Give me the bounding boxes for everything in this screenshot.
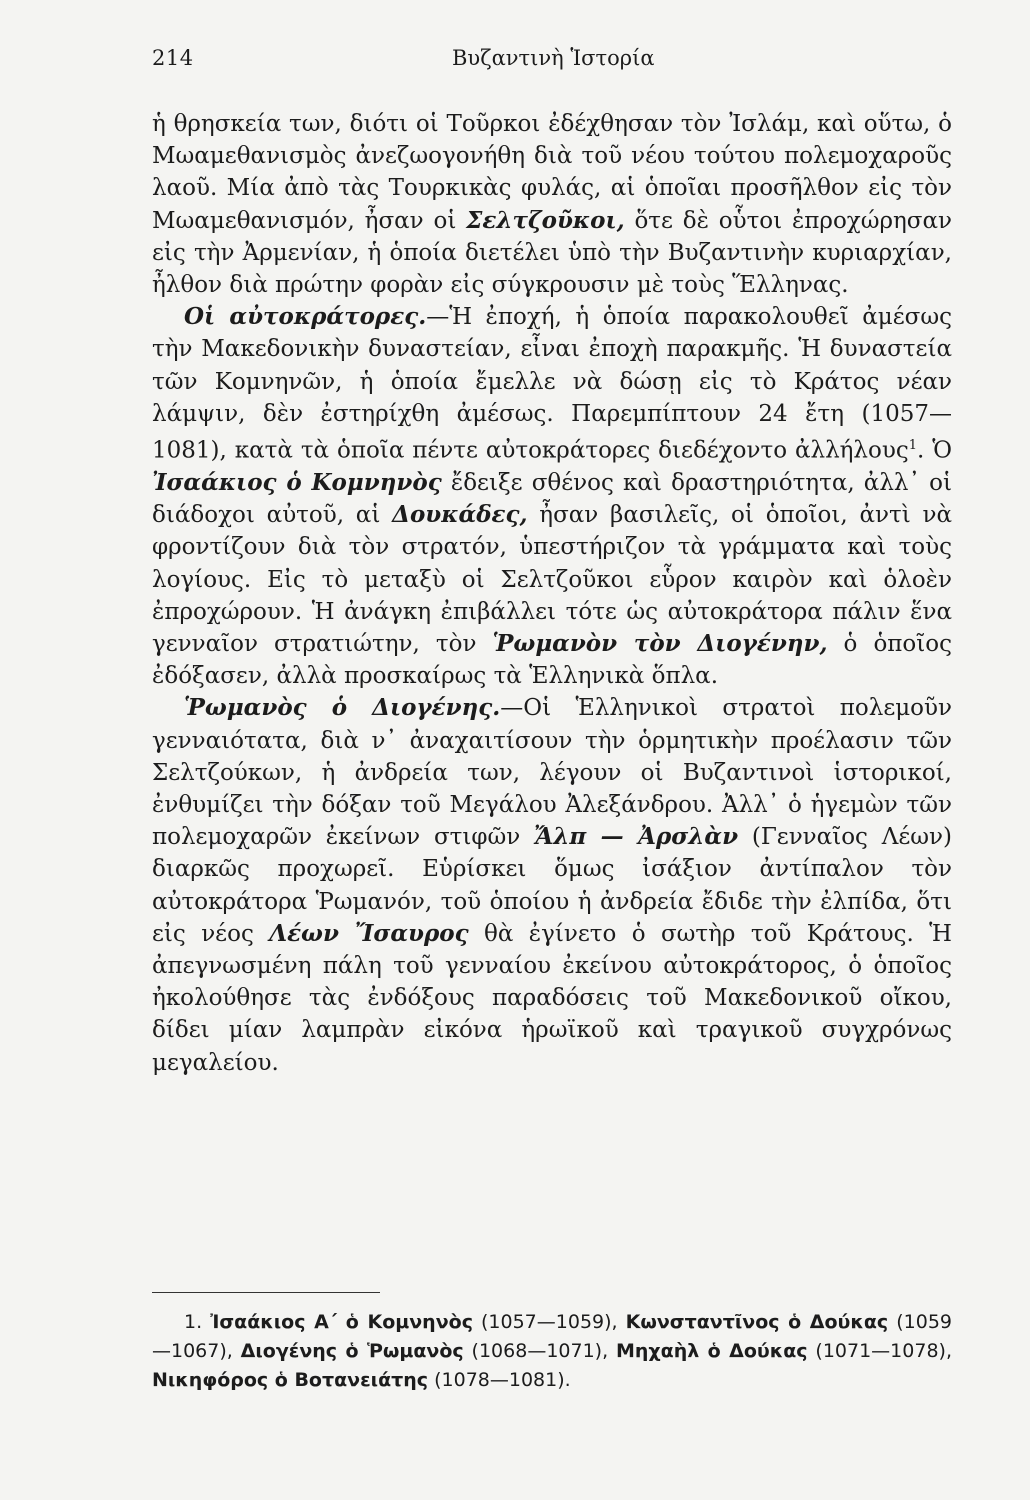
emphasis-alp-arslan: Ἄλπ — Ἀρσλὰν (534, 823, 739, 851)
footnote-dates: (1059—1067), (152, 1311, 953, 1362)
footnote-dates: (1057—1059), (472, 1311, 626, 1333)
footnote-name: Διογένης ὁ Ῥωμανὸς (240, 1340, 464, 1362)
footnote-name: Μηχαὴλ ὁ Δούκας (615, 1340, 808, 1362)
text-run: —Οἱ Ἑλληνικοὶ στρατοὶ πολεμοῦν γενναιότατα, διὰ ν᾽ ἀναχαιτίσουν τὴν ὁρμητικὴν προέλασιν τῶν Σελτζούκων, ἡ ἀνδρεία των, λέγουν οἱ Βυζαντινοὶ ἱστορικοί, ἐνθυμίζει τὴν δόξαν τοῦ Μεγάλου Ἀλεξάνδρου. Ἀλλ᾽ ὁ ἡγεμὼν τῶν πολεμοχαρῶν ἐκείνων στιφῶν (152, 695, 952, 851)
emphasis-isaac-komnenos: Ἰσαάκιος ὁ Κομνηνὸς (152, 468, 442, 496)
body-text (152, 108, 952, 1079)
footnote-name: Κωνσταντῖνος ὁ Δούκας (625, 1311, 889, 1333)
text-run: ὁ ὁποῖος ἐδόξασεν, ἀλλὰ προσκαίρως τὰ Ἑλληνικὰ ὅπλα. (152, 630, 952, 690)
page-number: 214 (152, 46, 194, 70)
footnote-reference: 1 (908, 438, 917, 454)
text-run: (Γενναῖος Λέων) διαρκῶς προχωρεῖ. Εὑρίσκει ὅμως ἰσάξιον ἀντίπαλον τὸν αὐτοκράτορα Ῥωμανόν, τοῦ ὁποίου ἡ ἀνδρεία ἔδιδε τὴν ἐλπίδα, ὅτι εἰς νέος (152, 824, 952, 947)
paragraph-3 (152, 692, 952, 1078)
text-run: ἦσαν βασιλεῖς, οἱ ὁποῖοι, ἀντὶ νὰ φροντίζουν διὰ τὸν στρατόν, ὑπεστήριζον τὰ γράμματα καὶ τοὺς λογίους. Εἰς τὸ μεταξὺ οἱ Σελτζοῦκοι εὗρον καιρὸν καὶ ὁλοὲν ἐπροχώρουν. Ἡ ἀνάγκη ἐπιβάλλει τότε ὡς αὐτοκράτορα πάλιν ἕνα γενναῖον στρατιώτην, τὸν (152, 502, 952, 657)
footnote-dates: (1071—1078), (807, 1340, 952, 1362)
page-header (152, 46, 952, 80)
emphasis-leo-isaurian: Λέων Ἴσαυρος (269, 919, 469, 947)
text-run: . Ὁ (917, 437, 952, 464)
text-run: ὅτε δὲ οὗτοι ἐπροχώρησαν εἰς τὴν Ἀρμενίαν, ἡ ὁποία διετέλει ὑπὸ τὴν Βυζαντινὴν κυριαρχίαν, ἦλθον διὰ πρώτην φορὰν εἰς σύγκρουσιν μὲ τοὺς Ἕλληνας. (152, 207, 952, 299)
text-run: ἡ θρησκεία των, διότι οἱ Τοῦρκοι ἐδέχθησαν τὸν Ἰσλάμ, καὶ οὕτω, ὁ Μωαμεθανισμὸς ἀνεζωογονήθη διὰ τοῦ νέου τούτου πολεμοχαροῦς λαοῦ. Μία ἀπὸ τὰς Τουρκικὰς φυλάς, αἱ ὁποῖαι προσῆλθον εἰς τὸν Μωαμεθανισμόν, ἦσαν οἱ (152, 111, 952, 234)
text-run: ἔδειξε σθένος καὶ δραστηριότητα, ἀλλ᾽ οἱ διάδοχοι αὐτοῦ, αἱ (152, 469, 952, 529)
footnote-name: Νικηφόρος ὁ Βοτανειάτης (152, 1369, 429, 1391)
emphasis-doukas: Δουκάδες, (392, 501, 528, 529)
text-run: —Ἡ ἐποχή, ἡ ὁποία παρακολουθεῖ ἀμέσως τὴν Μακεδονικὴν δυναστείαν, εἶναι ἐποχὴ παρακμῆς. Ἡ δυναστεία τῶν Κομνηνῶν, ἡ ὁποία ἔμελλε νὰ δώσῃ εἰς τὸ Κράτος νέαν λάμψιν, δὲν ἐστηρίχθη ἀμέσως. Παρεμπίπτουν 24 ἔτη (1057—1081), κατὰ τὰ ὁποῖα πέντε αὐτοκράτορες διεδέχοντο ἀλλήλους (152, 304, 952, 464)
footnote (152, 1308, 952, 1395)
footnote-name: Ἰσαάκιος Α΄ ὁ Κομνηνὸς (210, 1311, 473, 1333)
paragraph-1 (152, 108, 952, 301)
footnote-text (152, 1308, 952, 1395)
footnote-divider (152, 1292, 380, 1293)
text-run: θὰ ἐγίνετο ὁ σωτὴρ τοῦ Κράτους. Ἡ ἀπεγνωσμένη πάλη τοῦ γενναίου ἐκείνου αὐτοκράτορος, ὁ ὁποῖος ἠκολούθησε τὰς ἐνδόξους παραδόσεις τοῦ Μακεδονικοῦ οἴκου, δίδει μίαν λαμπρὰν εἰκόνα ἡρωϊκοῦ καὶ τραγικοῦ συγχρόνως μεγαλείου. (152, 920, 952, 1076)
paragraph-2 (152, 301, 952, 692)
section-heading-romanos: Ῥωμανὸς ὁ Διογένης. (184, 694, 501, 722)
emphasis-romanos-diogenes: Ῥωμανὸν τὸν Διογένην, (492, 629, 828, 657)
section-heading-emperors: Οἱ αὐτοκράτορες. (184, 303, 427, 331)
running-title: Βυζαντινὴ Ἱστορία (452, 46, 655, 70)
footnote-number: 1. (184, 1311, 203, 1333)
emphasis-seljuks: Σελτζοῦκοι, (466, 206, 625, 234)
footnote-dates: (1068—1071), (463, 1340, 616, 1362)
footnote-dates: (1078—1081). (428, 1369, 571, 1391)
